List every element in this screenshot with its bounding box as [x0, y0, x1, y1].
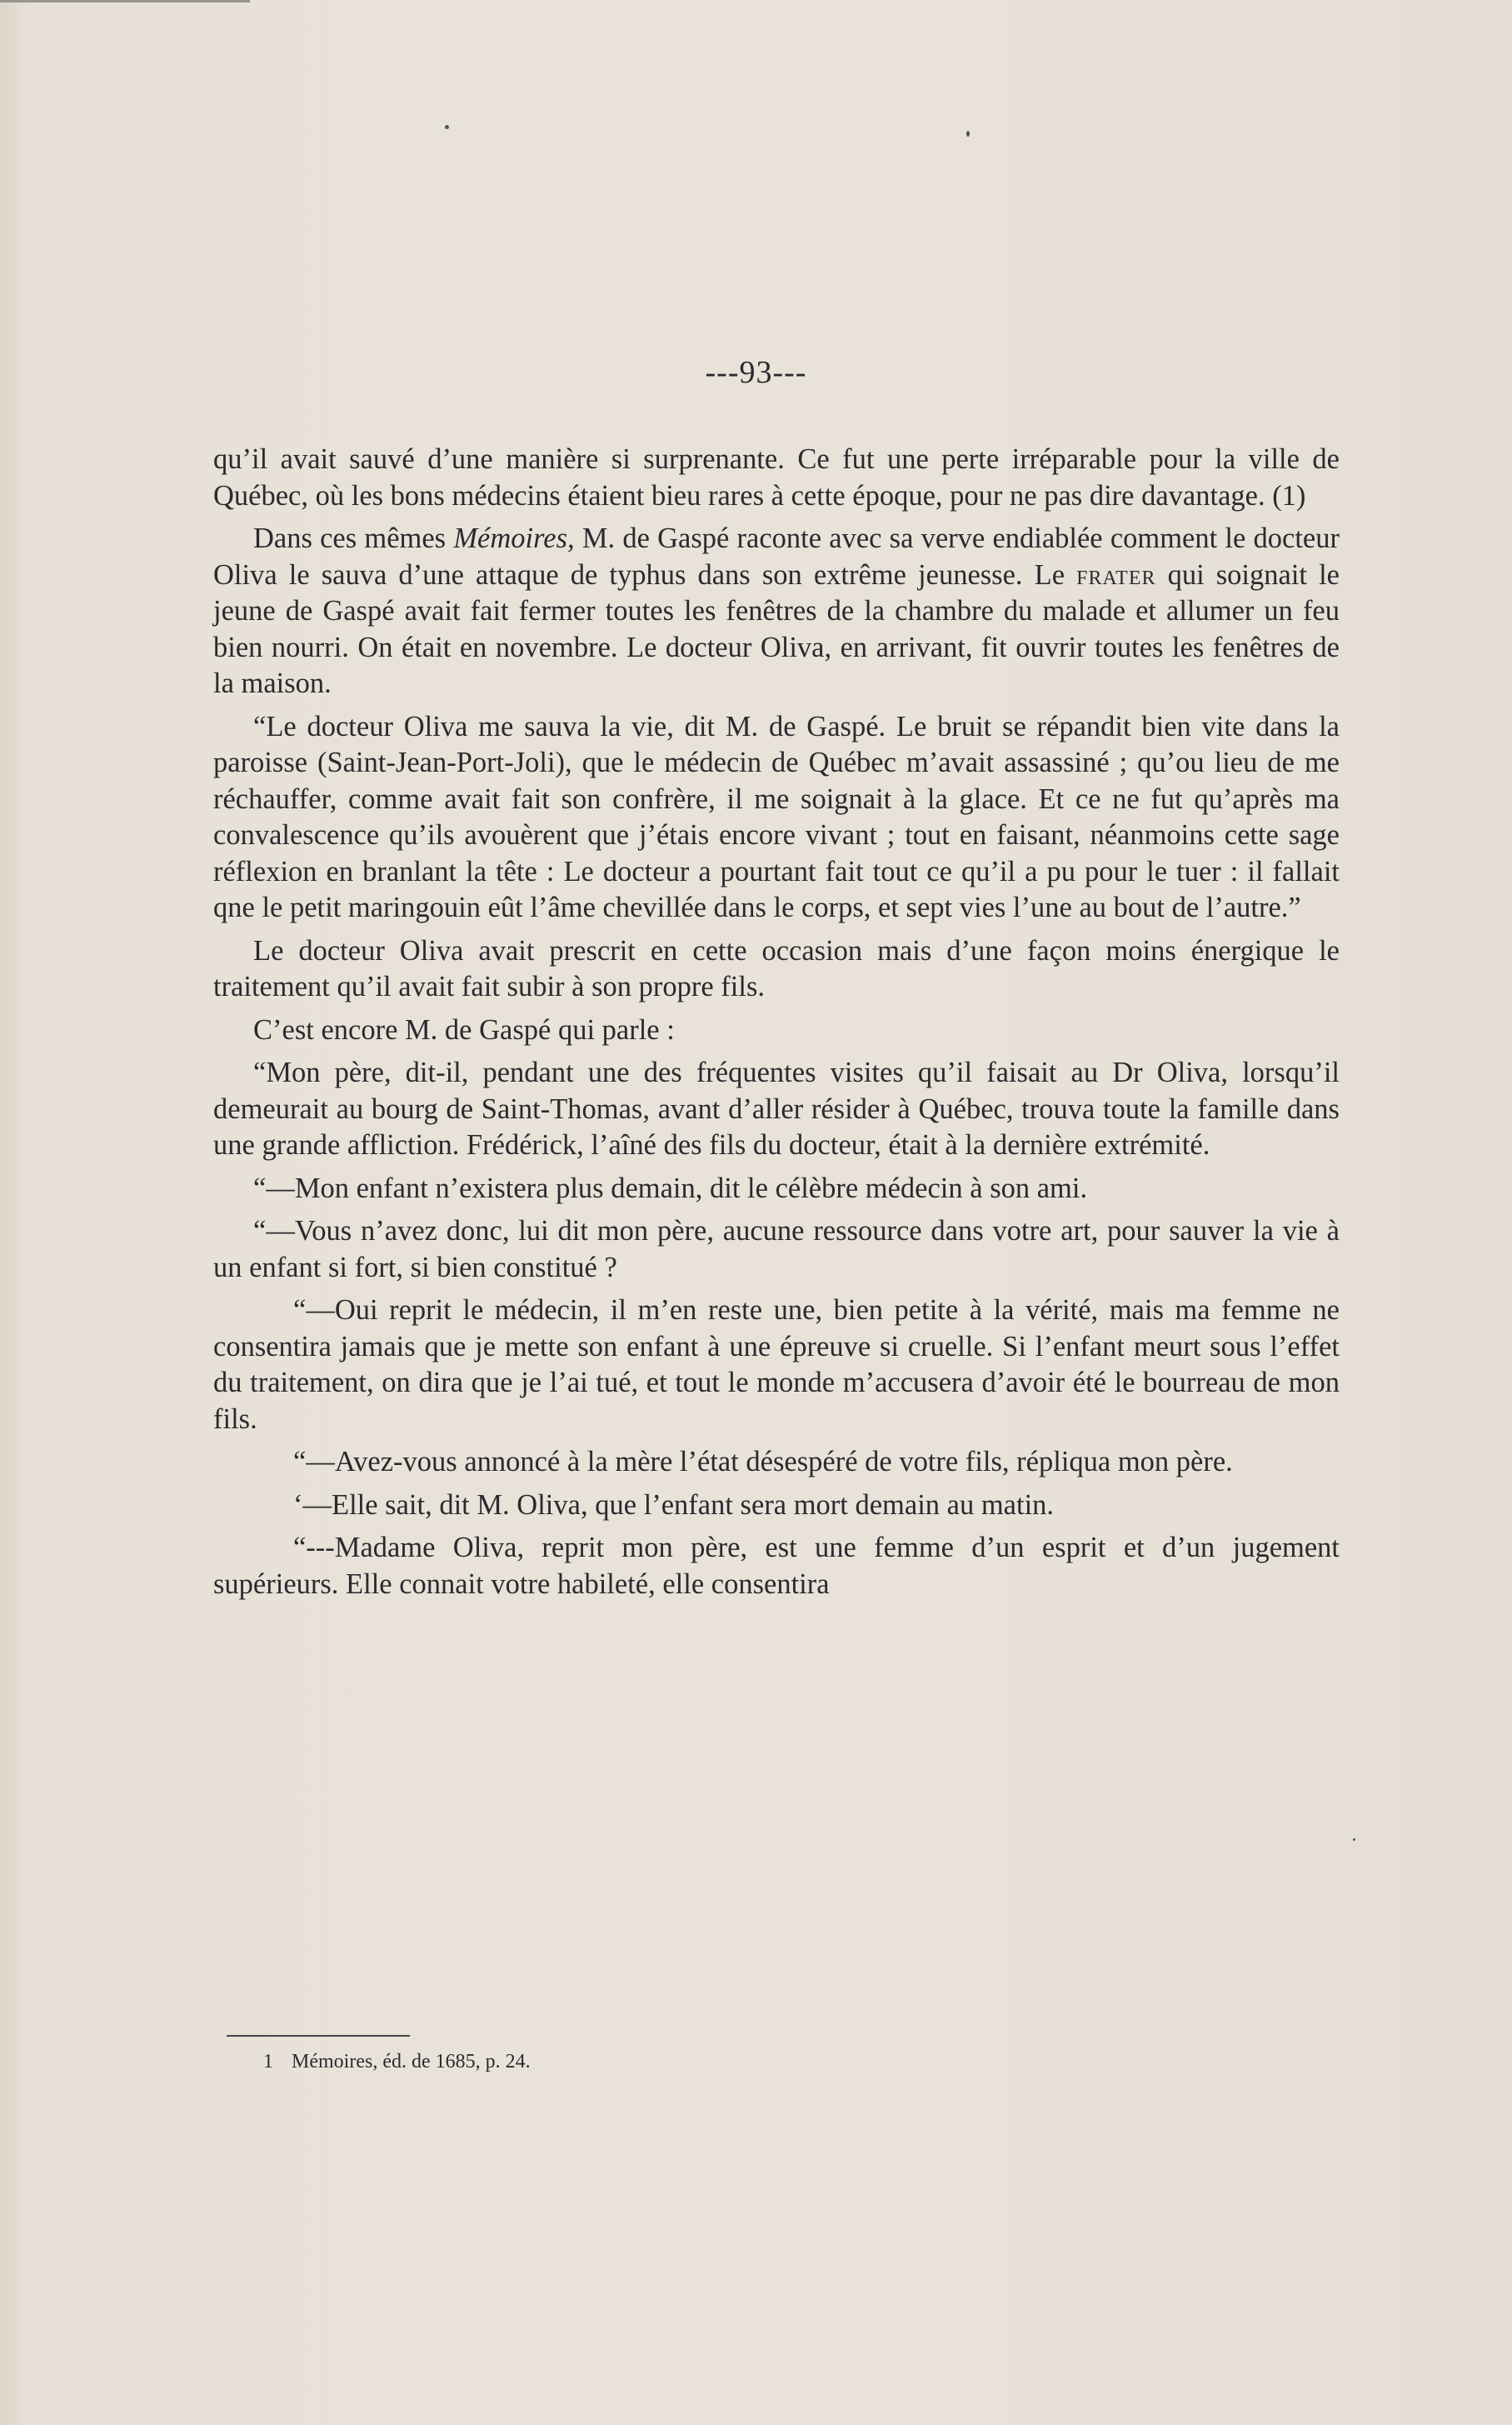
text-run: “—Oui reprit le médecin, il m’en reste une, bien petite à la vérité, mais ma femme ne consentira jamais que je mette son enfant à une épreuve si cruelle. Si l’enfant meurt sous l’effet du traitement, on dira que je l’ai tué, et tout le monde m’accusera d’avoir été le bourreau de mon fils.	[213, 1294, 1340, 1435]
text-run: Le docteur Oliva avait prescrit en cette occasion mais d’une façon moins énergique le traitement qu’il avait fait subir à son propre fils.	[213, 934, 1340, 1002]
scan-speck	[445, 125, 449, 129]
small-caps-word: frater	[1076, 558, 1156, 591]
text-run: C’est encore M. de Gaspé qui parle :	[253, 1013, 675, 1046]
paragraph	[213, 1488, 1340, 1524]
body-text	[213, 442, 1340, 1609]
footnote-text: Mémoires, éd. de 1685, p. 24.	[292, 2051, 531, 2072]
text-run: M. de Gaspé raconte avec sa verve endiablée comment le docteur Oliva le sauva d’une attaque de typhus dans son extrême jeunesse. Le	[213, 522, 1340, 591]
footnote-rule	[227, 2035, 410, 2037]
text-run: “—Avez-vous annoncé à la mère l’état désespéré de votre fils, répliqua mon père.	[293, 1446, 1233, 1478]
paragraph	[213, 709, 1340, 927]
paragraph	[213, 1012, 1340, 1049]
footnote	[263, 2048, 1263, 2075]
paragraph	[213, 442, 1340, 514]
text-run: “—Mon enfant n’existera plus demain, dit le célèbre médecin à son ami.	[253, 1172, 1088, 1204]
paragraph	[213, 1292, 1340, 1438]
page-number: ---93---	[705, 355, 807, 390]
italic-title: Mémoires,	[453, 522, 575, 554]
footnote-number: 1	[263, 2051, 273, 2072]
scan-speck	[966, 131, 970, 137]
paragraph	[213, 1171, 1340, 1208]
paragraph	[213, 1213, 1340, 1286]
text-run: qui soignait le jeune de Gaspé avait fait fermer toutes les fenêtres de la chambre du malade et allumer un feu bien nourri. On était en novembre. Le docteur Oliva, en arrivant, fit ouvrir toutes les fenêtres de la maison.	[213, 558, 1340, 699]
scan-speck	[1353, 1838, 1355, 1841]
paragraph	[213, 1530, 1340, 1602]
text-run: Dans ces mêmes	[253, 522, 454, 554]
text-run: “Mon père, dit-il, pendant une des fréquentes visites qu’il faisait au Dr Oliva, lorsqu’il demeurait au bourg de Saint-Thomas, avant d’aller résider à Québec, trouva toute la famille dans une grande affliction. Frédérick, l’aîné des fils du docteur, était à la dernière extrémité.	[213, 1057, 1340, 1161]
paragraph	[213, 1444, 1340, 1481]
text-run: “Le docteur Oliva me sauva la vie, dit M. de Gaspé. Le bruit se répandit bien vite dans la paroisse (Saint-Jean-Port-Joli), que le médecin de Québec m’avait assassiné ; qu’ou lieu de me réchauffer, comme avait fait son confrère, il me soignait à la glace. Et ce ne fut qu’après ma convalescence qu’ils avouèrent que j’étais encore vivant ; tout en faisant, néanmoins cette sage réflexion en branlant la tête : Le docteur a pourtant fait tout ce qu’il a pu pour le tuer : il fallait qne le petit maringouin eût l’âme chevillée dans le corps, et sept vies l’une au bout de l’autre.”	[213, 710, 1340, 923]
paragraph	[213, 933, 1340, 1006]
text-run: ‘—Elle sait, dit M. Oliva, que l’enfant sera mort demain au matin.	[293, 1488, 1055, 1521]
text-run: qu’il avait sauvé d’une manière si surprenante. Ce fut une perte irréparable pour la ville de Québec, où les bons médecins étaient bieu rares à cette époque, pour ne pas dire davantage. (1)	[213, 443, 1340, 512]
paragraph	[213, 521, 1340, 702]
top-edge-rule	[0, 0, 250, 2]
text-run: “—Vous n’avez donc, lui dit mon père, aucune ressource dans votre art, pour sauver la vie à un enfant si fort, si bien constitué ?	[213, 1215, 1340, 1283]
paragraph	[213, 1055, 1340, 1164]
text-run: “---Madame Oliva, reprit mon père, est une femme d’un esprit et d’un jugement supérieurs. Elle connait votre habileté, elle consentira	[213, 1532, 1340, 1600]
